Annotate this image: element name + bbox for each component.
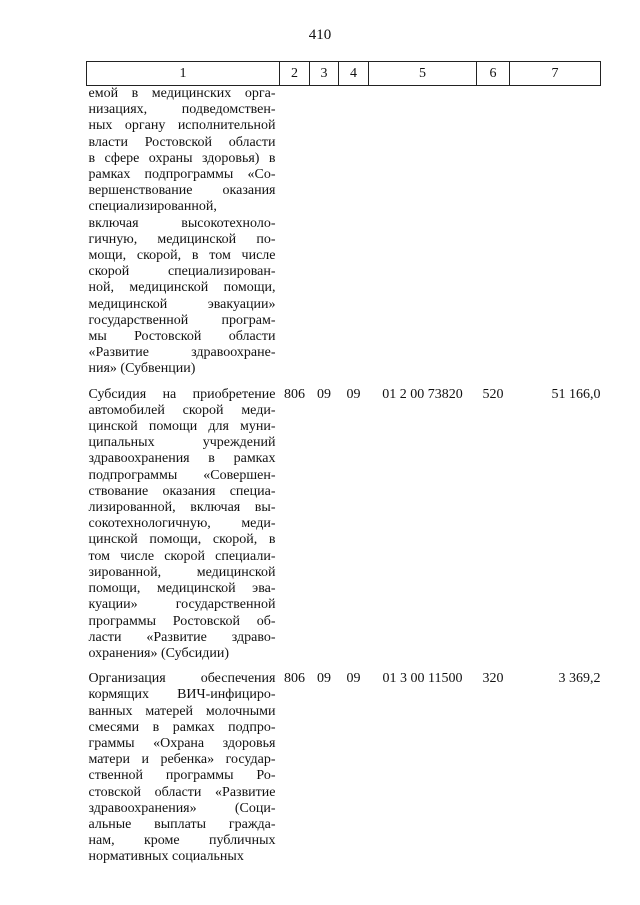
description-line: нормативных социальных [88,849,244,865]
column-header: 5 [369,62,477,86]
column-header: 3 [310,62,339,86]
subsection-code: 09 [346,671,361,687]
table-row [87,387,601,662]
description-line: ной, медицинской помощи, [88,280,276,296]
description-line: емой в медицинских орга- [88,86,276,101]
description-line: мощи, скорой, в том числе [88,248,276,264]
budget-table [86,61,601,866]
description-line: ных органу исполнительной [88,118,276,134]
description-line: ципальных учреждений [88,435,276,451]
description-line: рамках подпрограммы «Со- [88,167,276,183]
description-line: низациях, подведомствен- [88,102,276,118]
column-header: 6 [477,62,510,86]
description-line: кормящих ВИЧ-инфициро- [88,687,276,703]
ministry-code: 806 [284,671,305,687]
column-header: 1 [87,62,280,86]
ministry-code: 806 [284,386,305,402]
subsection-code [339,86,369,378]
subsection-code: 09 [346,386,361,402]
ministry-code [280,86,310,378]
description-line: здравоохранения в рамках [88,451,276,467]
description-cell [87,86,280,378]
target-article-code: 01 2 00 73820 [382,386,463,402]
column-header: 7 [510,62,601,86]
description-line: медицинской эвакуации» [88,296,276,312]
description-line: подпрограммы «Совершен- [88,467,276,483]
description-line: смесями в рамках подпро- [88,719,276,735]
description-line: граммы «Охрана здоровья [88,735,276,751]
amount-value [510,86,601,378]
description-line: власти Ростовской области [88,134,276,150]
description-line: помощи, медицинской эва- [88,581,276,597]
table-body [87,86,601,866]
description-line: «Развитие здравоохране- [88,345,276,361]
column-header: 2 [280,62,310,86]
description-line: включая высокотехноло- [88,215,276,231]
target-article-code [369,86,477,378]
expense-type-code: 320 [482,671,504,687]
description-line: альные выплаты гражда- [88,816,276,832]
row-gap [87,662,601,671]
description-line: ванных матерей молочными [88,703,276,719]
description-line: цинской помощи, скорой, в [88,532,276,548]
description-line: ственной программы Ро- [88,768,276,784]
section-code: 09 [317,386,331,402]
table-row [87,671,601,865]
description-line: гичную, медицинской по- [88,231,276,247]
description-line: матери и ребенка» государ- [88,752,276,768]
expense-type-code [477,86,510,378]
row-gap [87,378,601,387]
target-article-code: 01 3 00 11500 [382,671,463,687]
description-line: охранения» (Субсидии) [88,645,230,661]
description-line: Субсидия на приобретение [88,386,276,402]
section-code [310,86,339,378]
description-line: скорой специализирован- [88,264,276,280]
description-line: государственной програм- [88,312,276,328]
table-row [87,86,601,378]
table-header-row [87,62,601,86]
column-header: 4 [339,62,369,86]
amount-value: 3 369,2 [558,671,601,687]
description-line: ния» (Субвенции) [88,361,196,377]
description-line: нам, кроме публичных [88,833,276,849]
description-line: вершенствование оказания [88,183,276,199]
description-line: том числе скорой специали- [88,548,276,564]
description-line: здравоохранения» (Соци- [88,800,276,816]
page-number: 410 [308,27,332,43]
description-line: Организация обеспечения [88,671,276,687]
description-cell [87,387,280,662]
description-line: лизированной, включая вы- [88,500,276,516]
description-cell [87,671,280,865]
description-line: мы Ростовской области [88,329,276,345]
description-line: специализированной, [88,199,217,215]
section-code: 09 [317,671,331,687]
expense-type-code: 520 [482,386,504,402]
description-line: цинской помощи для муни- [88,419,276,435]
description-line: куации» государственной [88,597,276,613]
description-line: ствование оказания специа- [88,483,276,499]
description-line: автомобилей скорой меди- [88,402,276,418]
description-line: в сфере охраны здоровья) в [88,150,276,166]
description-line: ласти «Развитие здраво- [88,629,276,645]
description-line: стовской области «Развитие [88,784,276,800]
description-line: сокотехнологичную, меди- [88,516,276,532]
description-line: зированной, медицинской [88,564,276,580]
amount-value: 51 166,0 [551,386,601,402]
description-line: программы Ростовской об- [88,613,276,629]
